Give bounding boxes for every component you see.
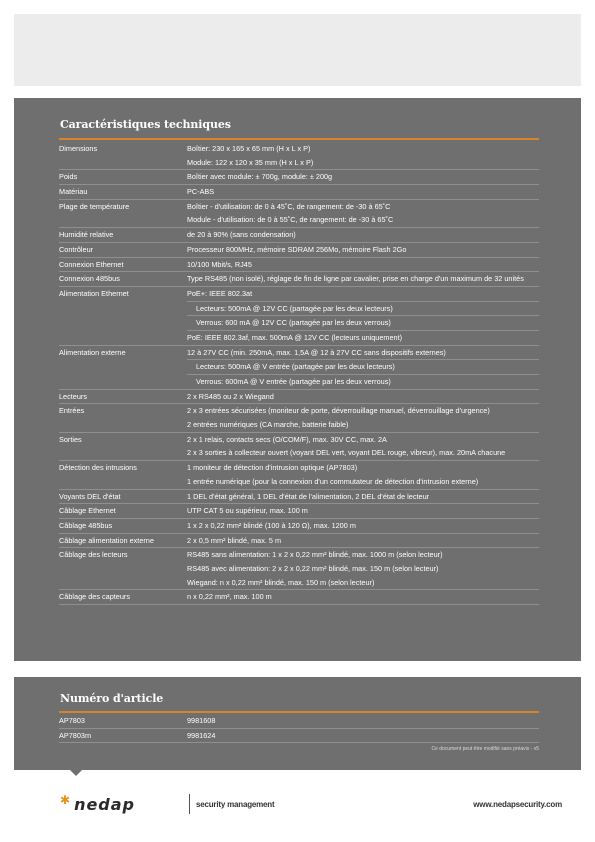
spec-label: Sorties	[59, 434, 82, 444]
spec-value: 12 à 27V CC (min. 250mA, max. 1,5A @ 12 à 27V CC sans dispositifs externes)	[187, 347, 446, 357]
spec-value: Lecteurs: 500mA @ 12V CC (partagée par les deux lecteurs)	[187, 301, 539, 316]
spec-label: Poids	[59, 172, 78, 182]
spec-row	[59, 170, 539, 185]
spec-value: 2 entrées numériques (CA marche, batterie faible)	[187, 420, 349, 430]
spec-label: Câblage des capteurs	[59, 592, 130, 602]
spec-row	[59, 404, 539, 432]
spec-label: Entrées	[59, 406, 85, 416]
specifications-rule	[59, 138, 539, 140]
spec-value: Boîtier - d'utilisation: de 0 à 45˚C, de rangement: de -30 à 65˚C	[187, 201, 391, 211]
spec-row	[59, 433, 539, 461]
spec-row	[59, 200, 539, 228]
article-table	[59, 714, 539, 743]
spec-value: 1 moniteur de détection d'intrusion optique (AP7803)	[187, 463, 358, 473]
article-name: AP7803m	[59, 730, 92, 740]
spec-value: Module - d'utilisation: de 0 à 55˚C, de rangement: de -30 à 65˚C	[187, 215, 394, 225]
spec-row	[59, 461, 539, 489]
revision-note: Ce document peut être modifié sans préavis - v5	[431, 746, 539, 752]
spec-value: Boîtier avec module: ± 700g, module: ± 200g	[187, 172, 333, 182]
article-number: 9981624	[187, 730, 216, 740]
spec-label: Voyants DEL d'état	[59, 491, 121, 501]
spec-label: Connexion Ethernet	[59, 259, 124, 269]
spec-row	[59, 390, 539, 405]
spec-value: 1 entrée numérique (pour la connexion d'un commutateur de détection d'intrusion externe)	[187, 476, 479, 486]
spec-value: Wiegand: n x 0,22 mm² blindé, max. 150 m (selon lecteur)	[187, 577, 375, 587]
specifications-table	[59, 142, 539, 605]
nedap-logo	[60, 794, 135, 814]
spec-label: Lecteurs	[59, 391, 87, 401]
spec-label: Humidité relative	[59, 230, 114, 240]
spec-value: Boîtier: 230 x 165 x 65 mm (H x L x P)	[187, 144, 311, 153]
panel-notch	[70, 770, 82, 776]
top-banner	[14, 14, 581, 86]
spec-label: Matériau	[59, 187, 88, 197]
footer-divider	[189, 794, 190, 814]
spec-row	[59, 519, 539, 534]
spec-value: Verrous: 600mA @ V entrée (partagée par les deux verrous)	[187, 374, 539, 389]
spec-label: Câblage Ethernet	[59, 506, 116, 516]
spec-row	[59, 185, 539, 200]
spec-row	[59, 287, 539, 346]
spec-row	[59, 243, 539, 258]
spec-label: Contrôleur	[59, 244, 94, 254]
article-title: Numéro d'article	[60, 692, 164, 705]
spec-row	[59, 548, 539, 590]
spec-value: 1 x 2 x 0,22 mm² blindé (100 à 120 Ω), max. 1200 m	[187, 520, 356, 530]
spec-row	[59, 534, 539, 549]
spec-row	[59, 258, 539, 273]
spec-label: Alimentation Ethernet	[59, 288, 129, 298]
logo-wordmark: nedap	[74, 794, 136, 814]
spec-value: 2 x 3 entrées sécurisées (moniteur de porte, déverrouillage manuel, déverrouillage d'urgence)	[187, 406, 490, 416]
article-number: 9981608	[187, 716, 216, 725]
spec-row	[59, 272, 539, 287]
spec-label: Câblage des lecteurs	[59, 550, 128, 560]
spec-value: RS485 avec alimentation: 2 x 2 x 0,22 mm² blindé, max. 150 m (selon lecteur)	[187, 564, 439, 573]
article-name: AP7803	[59, 716, 85, 725]
spec-value: PoE+: IEEE 802.3at	[187, 288, 253, 298]
spec-row	[59, 346, 539, 390]
spec-row	[59, 504, 539, 519]
spec-value: 2 x RS485 ou 2 x Wiegand	[187, 391, 274, 401]
spec-label: Plage de température	[59, 201, 130, 211]
spec-value: Processeur 800MHz, mémoire SDRAM 256Mo, mémoire Flash 2Go	[187, 244, 407, 254]
spec-value: Module: 122 x 120 x 35 mm (H x L x P)	[187, 157, 314, 167]
spec-value: PoE: IEEE 802.3af, max. 500mA @ 12V CC (lecteurs uniquement)	[187, 330, 539, 345]
spec-row	[59, 228, 539, 243]
spec-value: n x 0,22 mm², max. 100 m	[187, 592, 272, 602]
star-icon: ✱	[60, 793, 71, 807]
spec-value: UTP CAT 5 ou supérieur, max. 100 m	[187, 506, 308, 516]
spec-row	[59, 142, 539, 170]
spec-label: Alimentation externe	[59, 347, 126, 357]
spec-label: Dimensions	[59, 144, 98, 153]
spec-value: 2 x 1 relais, contacts secs (O/COM/F), max. 30V CC, max. 2A	[187, 434, 387, 444]
spec-label: Câblage alimentation externe	[59, 535, 154, 545]
spec-value: 1 DEL d'état général, 1 DEL d'état de l'alimentation, 2 DEL d'état de lecteur	[187, 491, 430, 501]
spec-value: Lecteurs: 500mA @ V entrée (partagée par les deux lecteurs)	[187, 359, 539, 374]
article-rule	[59, 711, 539, 713]
spec-value: Verrous: 600 mA @ 12V CC (partagée par les deux verrous)	[187, 315, 539, 330]
spec-value: 2 x 0,5 mm² blindé, max. 5 m	[187, 535, 282, 545]
spec-value: PC-ABS	[187, 187, 215, 197]
spec-value: 10/100 Mbit/s, RJ45	[187, 259, 252, 269]
specifications-title: Caractéristiques techniques	[60, 118, 231, 131]
spec-label: Détection des intrusions	[59, 463, 137, 473]
spec-value: de 20 à 90% (sans condensation)	[187, 230, 296, 240]
website-link[interactable]: www.nedapsecurity.com	[473, 800, 562, 809]
spec-row	[59, 590, 539, 605]
article-row	[59, 729, 539, 744]
spec-label: Connexion 485bus	[59, 274, 120, 284]
spec-label: Câblage 485bus	[59, 520, 113, 530]
spec-value: 2 x 3 sorties à collecteur ouvert (voyant DEL vert, voyant DEL rouge, vibreur), max. 20mA chacune	[187, 448, 506, 458]
tagline: security management	[196, 800, 275, 809]
spec-row	[59, 490, 539, 505]
article-row	[59, 714, 539, 729]
spec-value: Type RS485 (non isolé), réglage de fin de ligne par cavalier, prise en charge d'un maximum de 32 unités	[187, 274, 524, 284]
spec-value: RS485 sans alimentation: 1 x 2 x 0,22 mm² blindé, max. 1000 m (selon lecteur)	[187, 550, 443, 560]
